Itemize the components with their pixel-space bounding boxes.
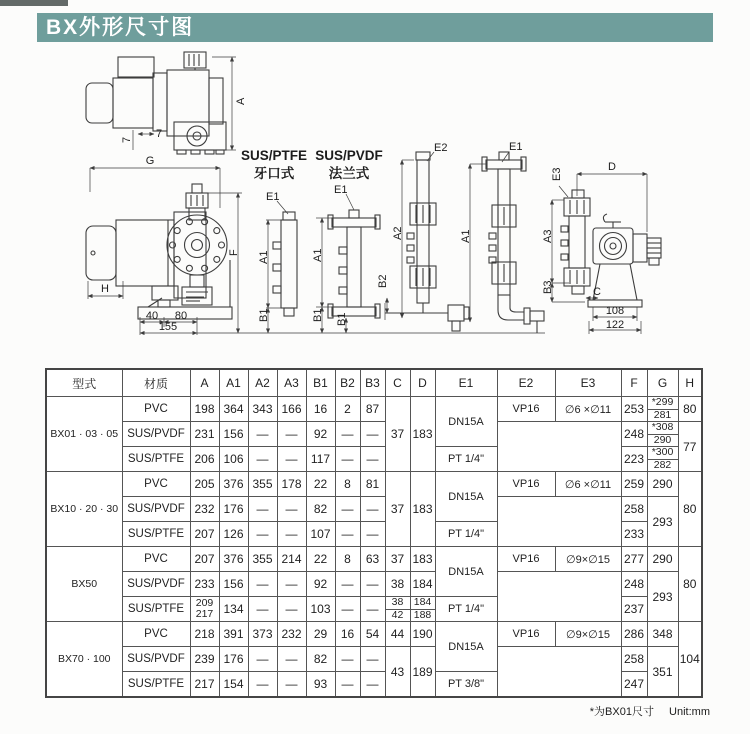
connector-cell: ∅6 ×∅11: [555, 472, 621, 497]
dim-cell: 16: [335, 622, 360, 647]
dim-cell: 156: [219, 422, 248, 447]
stack-value: 290: [653, 433, 672, 446]
connector-cell: DN15A: [435, 547, 497, 597]
dim-cell: —: [335, 572, 360, 597]
empty-cell: [497, 497, 621, 547]
col-header: A3: [277, 369, 306, 397]
dim-label-h: H: [101, 283, 109, 295]
dim-label-e1-3: E1: [509, 141, 523, 153]
dim-cell: 8: [335, 472, 360, 497]
label-sus-pvdf: SUS/PVDF: [315, 148, 383, 163]
dim-label-7h: 7: [156, 128, 163, 140]
dim-cell: 259: [621, 472, 647, 497]
dim-cell: 207: [190, 547, 219, 572]
dim-cell-stacked: [647, 422, 678, 447]
dim-cell: 38: [385, 572, 410, 597]
dim-label-f: F: [228, 249, 240, 256]
dim-cell: 231: [190, 422, 219, 447]
valve-e1-assembly: [482, 152, 544, 333]
dim-label-122: 122: [605, 319, 625, 331]
dim-cell: 214: [277, 547, 306, 572]
dim-cell: —: [248, 497, 277, 522]
stack-value: 281: [653, 408, 672, 421]
material-cell: SUS/PTFE: [122, 447, 190, 472]
dim-label-a2: A2: [392, 226, 404, 240]
dim-cell: 103: [306, 597, 335, 622]
connector-cell: DN15A: [435, 472, 497, 522]
dim-cell: 351: [647, 647, 678, 698]
table-row: [46, 647, 702, 672]
dim-cell: 80: [678, 472, 702, 547]
dim-cell: —: [360, 447, 385, 472]
dim-label-a1-1: A1: [258, 250, 270, 264]
dim-cell: 198: [190, 397, 219, 422]
connector-cell: VP16: [497, 547, 555, 572]
dim-cell: —: [277, 447, 306, 472]
connector-cell: ∅9×∅15: [555, 547, 621, 572]
dim-cell: 233: [190, 572, 219, 597]
dim-label-e1-2: E1: [334, 184, 348, 196]
col-header: A2: [248, 369, 277, 397]
dimension-drawing: [0, 45, 750, 363]
dim-cell: 80: [678, 397, 702, 422]
material-cell: SUS/PTFE: [122, 597, 190, 622]
stack-value: 282: [653, 458, 672, 471]
dim-cell: —: [248, 522, 277, 547]
dim-cell: 183: [410, 397, 435, 472]
dim-cell: 183: [410, 472, 435, 547]
connector-cell: ∅9×∅15: [555, 622, 621, 647]
connector-cell: PT 1/4": [435, 522, 497, 547]
connector-cell: PT 1/4": [435, 447, 497, 472]
dim-cell: —: [277, 497, 306, 522]
col-header: G: [647, 369, 678, 397]
dim-cell: 8: [335, 547, 360, 572]
col-header: B3: [360, 369, 385, 397]
page-title: BX外形尺寸图: [37, 13, 713, 42]
col-header: B1: [306, 369, 335, 397]
dim-cell: 218: [190, 622, 219, 647]
dim-cell: 183: [410, 547, 435, 572]
dim-cell: 343: [248, 397, 277, 422]
dim-cell: 22: [306, 472, 335, 497]
table-row: [46, 547, 702, 572]
material-cell: PVC: [122, 622, 190, 647]
dim-cell: 237: [621, 597, 647, 622]
dim-cell: 232: [277, 622, 306, 647]
dim-cell: 87: [360, 397, 385, 422]
dim-cell: 232: [190, 497, 219, 522]
dim-cell: 391: [219, 622, 248, 647]
dim-cell: 29: [306, 622, 335, 647]
dim-cell-stacked: [647, 397, 678, 422]
dim-cell: 92: [306, 422, 335, 447]
dim-cell: 104: [678, 622, 702, 698]
dim-cell: 176: [219, 647, 248, 672]
dim-cell: —: [335, 672, 360, 698]
dim-cell: 77: [678, 422, 702, 472]
dim-cell: —: [360, 597, 385, 622]
stack-value: *308: [648, 422, 678, 435]
dim-cell: —: [335, 647, 360, 672]
empty-cell: [497, 422, 621, 472]
dim-cell: 206: [190, 447, 219, 472]
dim-label-40: 40: [145, 310, 159, 322]
dim-cell: 54: [360, 622, 385, 647]
dim-cell: —: [335, 422, 360, 447]
dim-cell: 248: [621, 572, 647, 597]
dim-cell: 376: [219, 547, 248, 572]
dim-label-e1-1: E1: [266, 191, 280, 203]
dim-cell: —: [335, 522, 360, 547]
table-row: [46, 622, 702, 647]
model-cell: BX50: [46, 547, 122, 622]
dim-cell: —: [360, 672, 385, 698]
dim-cell: 107: [306, 522, 335, 547]
dim-cell: 217: [190, 672, 219, 698]
connector-cell: DN15A: [435, 397, 497, 447]
dim-cell: 364: [219, 397, 248, 422]
dim-cell: —: [277, 597, 306, 622]
footnote: [590, 703, 710, 719]
dim-label-a3: A3: [542, 229, 554, 243]
material-cell: SUS/PTFE: [122, 522, 190, 547]
dim-cell: —: [248, 647, 277, 672]
dim-cell: 43: [385, 647, 410, 698]
table-row: [46, 572, 702, 597]
dim-cell: 2: [335, 397, 360, 422]
dim-cell: —: [277, 647, 306, 672]
dim-cell: 16: [306, 397, 335, 422]
dim-cell: 106: [219, 447, 248, 472]
dim-cell: 126: [219, 522, 248, 547]
dim-cell: —: [360, 572, 385, 597]
dim-cell: 233: [621, 522, 647, 547]
dim-cell: 82: [306, 647, 335, 672]
dim-cell: 37: [385, 397, 410, 472]
dim-cell: 82: [306, 497, 335, 522]
connector-cell: ∅6 ×∅11: [555, 397, 621, 422]
dim-cell: —: [248, 572, 277, 597]
pump-front-view: [561, 190, 661, 307]
stack-value: *299: [648, 397, 678, 410]
dim-cell: 248: [621, 422, 647, 447]
dim-cell-stacked: [385, 597, 410, 622]
dim-cell: 22: [306, 547, 335, 572]
dim-cell: —: [277, 672, 306, 698]
dim-cell: 92: [306, 572, 335, 597]
col-header: E2: [497, 369, 555, 397]
col-header: F: [621, 369, 647, 397]
col-header: 型式: [46, 369, 122, 397]
dim-cell: 348: [647, 622, 678, 647]
dim-cell: 290: [647, 547, 678, 572]
col-header: B2: [335, 369, 360, 397]
dim-cell: 258: [621, 647, 647, 672]
dim-cell: 37: [385, 472, 410, 547]
valve-sus-pvdf: [328, 210, 380, 318]
dim-cell: 293: [647, 572, 678, 622]
model-cell: BX10 · 20 · 30: [46, 472, 122, 547]
dim-cell: —: [335, 447, 360, 472]
stack-value: 184: [411, 597, 435, 610]
dim-cell: —: [360, 422, 385, 447]
dim-label-a: A: [235, 97, 247, 105]
dim-cell: 205: [190, 472, 219, 497]
dim-cell: 258: [621, 497, 647, 522]
stack-value: 188: [413, 608, 432, 621]
dim-cell: 37: [385, 547, 410, 572]
connector-cell: PT 3/8": [435, 672, 497, 698]
dim-cell: 93: [306, 672, 335, 698]
table-row: [46, 472, 702, 497]
dim-cell: 290: [647, 472, 678, 497]
table-header-row: [46, 369, 702, 397]
label-sus-ptfe: SUS/PTFE: [240, 148, 308, 163]
dim-cell: —: [360, 647, 385, 672]
dim-cell: 80: [678, 547, 702, 622]
material-cell: PVC: [122, 547, 190, 572]
dim-cell: 355: [248, 472, 277, 497]
dimension-table: [45, 368, 703, 698]
dim-cell: —: [277, 522, 306, 547]
dim-cell: 81: [360, 472, 385, 497]
dim-cell: 253: [621, 397, 647, 422]
dim-label-e3: E3: [551, 167, 563, 181]
connector-cell: VP16: [497, 472, 555, 497]
footnote-text: *为BX01尺寸: [589, 706, 654, 718]
dim-cell: 207: [190, 522, 219, 547]
dim-cell: 184: [410, 572, 435, 597]
connector-cell: DN15A: [435, 622, 497, 672]
pump-side-view: [86, 184, 232, 319]
dim-cell: 154: [219, 672, 248, 698]
material-cell: SUS/PVDF: [122, 647, 190, 672]
dim-cell: 223: [621, 447, 647, 472]
col-header: C: [385, 369, 410, 397]
stack-value: 209: [195, 596, 214, 609]
valve-e2-assembly: [385, 152, 469, 331]
stack-value: 217: [195, 608, 214, 620]
col-header: E1: [435, 369, 497, 397]
dim-cell: —: [248, 447, 277, 472]
dim-cell: 134: [219, 597, 248, 622]
col-header: D: [410, 369, 435, 397]
unit-label: Unit:mm: [669, 706, 710, 718]
dim-cell: 239: [190, 647, 219, 672]
table-row: [46, 497, 702, 522]
dim-cell: —: [360, 522, 385, 547]
col-header: E3: [555, 369, 621, 397]
dim-label-b1-3: B1: [336, 312, 348, 326]
connector-cell: PT 1/4": [435, 597, 497, 622]
col-header: 材质: [122, 369, 190, 397]
stack-value: 38: [386, 597, 410, 610]
stack-value: 42: [391, 608, 404, 621]
dim-cell: —: [248, 422, 277, 447]
dim-label-a1-2: A1: [312, 248, 324, 262]
dim-label-108: 108: [605, 305, 625, 317]
dim-cell: —: [335, 597, 360, 622]
dim-cell: 117: [306, 447, 335, 472]
dim-label-80: 80: [174, 310, 188, 322]
dim-cell: 286: [621, 622, 647, 647]
dim-cell: —: [277, 572, 306, 597]
dim-cell: 63: [360, 547, 385, 572]
material-cell: SUS/PTFE: [122, 672, 190, 698]
dim-label-c: C: [593, 286, 601, 298]
scan-artifact: [0, 0, 68, 6]
connector-cell: VP16: [497, 622, 555, 647]
dim-label-d: D: [608, 161, 616, 173]
connector-cell: VP16: [497, 397, 555, 422]
dim-label-e2: E2: [434, 142, 448, 154]
dim-label-b1-2: B1: [312, 308, 324, 322]
dim-cell: 190: [410, 622, 435, 647]
material-cell: SUS/PVDF: [122, 422, 190, 447]
table-row: [46, 422, 702, 447]
dim-cell: 189: [410, 647, 435, 698]
material-cell: SUS/PVDF: [122, 497, 190, 522]
col-header: A1: [219, 369, 248, 397]
dim-cell: 293: [647, 497, 678, 547]
dim-cell: 355: [248, 547, 277, 572]
dim-cell: 277: [621, 547, 647, 572]
dim-cell: 373: [248, 622, 277, 647]
dim-label-b3: B3: [542, 280, 554, 294]
empty-cell: [497, 572, 621, 622]
dim-cell: —: [248, 672, 277, 698]
dim-cell: 156: [219, 572, 248, 597]
dim-label-a1-3: A1: [460, 229, 472, 243]
material-cell: SUS/PVDF: [122, 572, 190, 597]
dim-cell-stacked: [647, 447, 678, 472]
table-row: [46, 397, 702, 422]
dim-cell: —: [335, 497, 360, 522]
col-header: A: [190, 369, 219, 397]
label-yakou: 牙口式: [253, 166, 295, 181]
dim-label-7v: 7: [121, 136, 133, 143]
dim-cell: 44: [385, 622, 410, 647]
valve-sus-ptfe: [273, 212, 297, 316]
dim-cell: —: [360, 497, 385, 522]
dim-cell: 176: [219, 497, 248, 522]
dim-cell-stacked: [190, 597, 219, 622]
dim-label-155: 155: [158, 321, 178, 333]
empty-cell: [497, 647, 621, 698]
dim-cell: —: [277, 422, 306, 447]
dim-cell: —: [248, 597, 277, 622]
dim-cell-stacked: [410, 597, 435, 622]
model-cell: BX01 · 03 · 05: [46, 397, 122, 472]
dim-label-b1-1: B1: [258, 308, 270, 322]
col-header: H: [678, 369, 702, 397]
dim-cell: 376: [219, 472, 248, 497]
dim-cell: 247: [621, 672, 647, 698]
dim-cell: 178: [277, 472, 306, 497]
dim-cell: 166: [277, 397, 306, 422]
stack-value: *300: [648, 447, 678, 460]
label-falan: 法兰式: [328, 166, 370, 181]
dim-label-g: G: [145, 155, 155, 167]
material-cell: PVC: [122, 472, 190, 497]
material-cell: PVC: [122, 397, 190, 422]
model-cell: BX70 · 100: [46, 622, 122, 698]
dim-label-b2: B2: [377, 274, 389, 288]
